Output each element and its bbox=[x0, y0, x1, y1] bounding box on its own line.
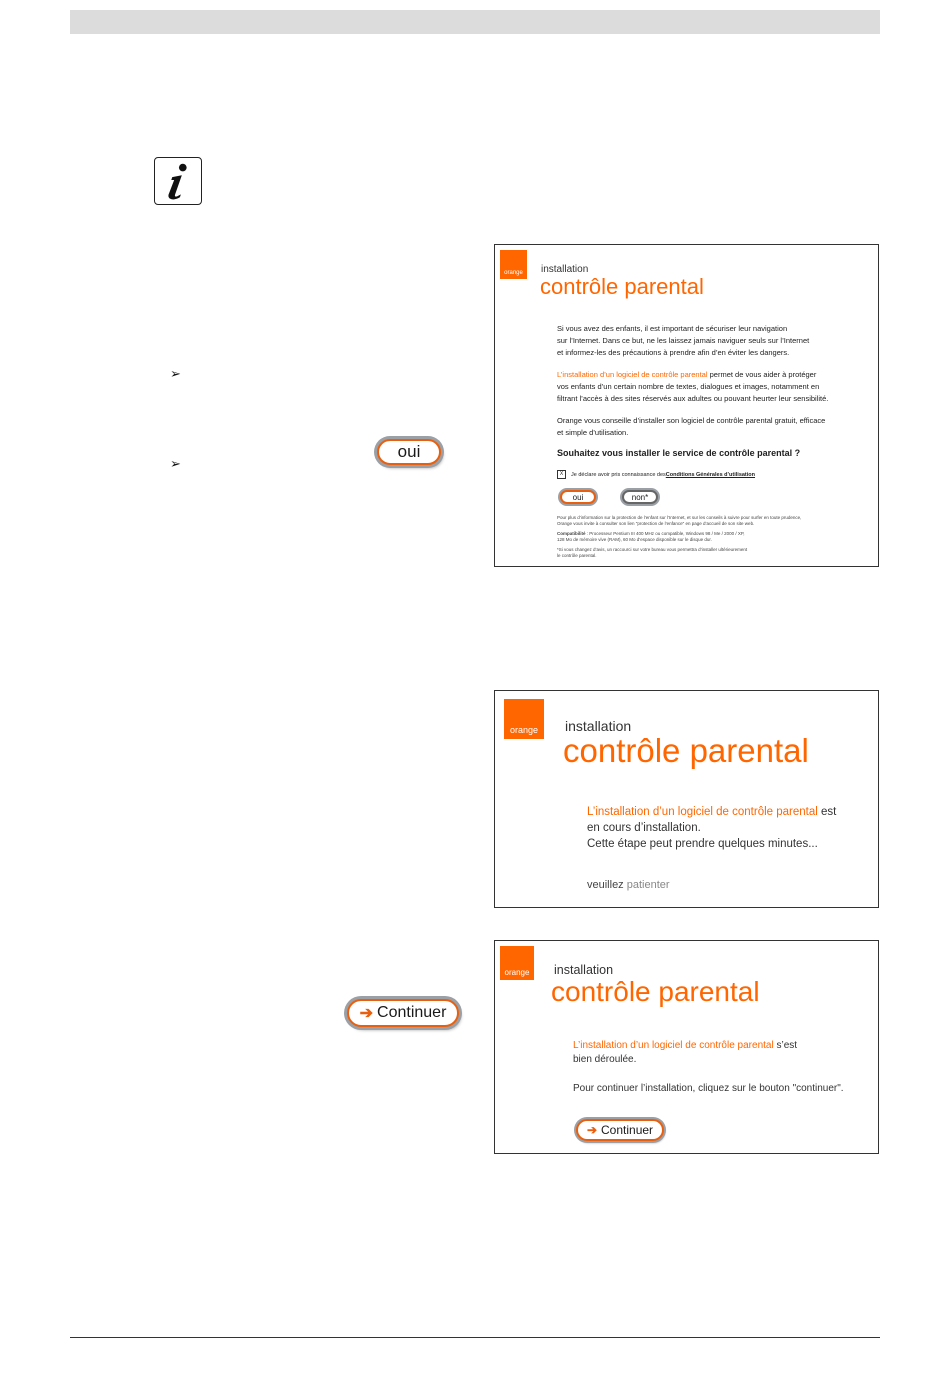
screenshot-install-complete bbox=[494, 940, 879, 1154]
screenshot-install-progress bbox=[494, 690, 879, 908]
terms-row: X Je déclare avoir pris connaissance des Conditions Générales d’utilisation bbox=[557, 470, 755, 479]
continue-button[interactable] bbox=[347, 999, 459, 1027]
intro-paragraph: Si vous avez des enfants, il est important de sécuriser leur navigation sur l’Internet. Dans ce but, ne les laissez jamais naviguer seuls sur l’Internet et informez-les des précautions à prendre afin d’en éviter les dangers. bbox=[557, 324, 810, 357]
header-bar bbox=[70, 10, 880, 34]
fine-print-shortcut: *Si vous changez d’avis, un raccourci sur votre bureau vous permettra d’installer ultérieurement le contrôle parental. bbox=[557, 547, 748, 558]
info-icon bbox=[154, 157, 202, 205]
screenshot-install-prompt bbox=[494, 244, 879, 567]
fine-print-info: Pour plus d’information sur la protection de l’enfant sur l’Internet, et sur les conseils à suivre pour surfer en toute prudence, Orange vous invite à consulter son lien "protection de l’enfance" en page d’accueil de son site web. bbox=[557, 515, 802, 526]
screen-title: contrôle parental bbox=[540, 274, 704, 299]
orange-logo: orange bbox=[500, 250, 527, 279]
screen-oui-button[interactable]: oui bbox=[560, 490, 596, 504]
success-message: L’installation d’un logiciel de contrôle parental s’est bien déroulée. bbox=[573, 1040, 798, 1065]
bullet-marker: ➢ bbox=[170, 456, 181, 471]
protection-paragraph: L’installation d’un logiciel de contrôle parental permet de vous aider à protéger vos enfants d’un certain nombre de textes, dialogues et images, notamment en filtrant l’accès à des sites réservés aux adultes ou pouvant heurter leur sensibilité. bbox=[557, 370, 829, 403]
oui-button[interactable] bbox=[377, 439, 441, 465]
footer-rule bbox=[70, 1337, 880, 1338]
arrow-right-icon: ➔ bbox=[586, 1123, 598, 1137]
bullet-marker: ➢ bbox=[170, 366, 181, 381]
orange-logo: orange bbox=[504, 699, 544, 739]
progress-message: L’installation d’un logiciel de contrôle parental est en cours d’installation. Cette étape peut prendre quelques minutes... bbox=[587, 806, 837, 850]
screen-title: contrôle parental bbox=[563, 732, 809, 769]
install-question: Souhaitez vous installer le service de contrôle parental ? bbox=[557, 448, 801, 458]
screen-non-button[interactable]: non* bbox=[622, 490, 658, 504]
screen-continue-button[interactable]: ➔ Continuer bbox=[576, 1119, 664, 1141]
arrow-right-icon: ➔ bbox=[359, 1005, 374, 1022]
screen-subtitle: installation bbox=[565, 718, 632, 734]
fine-print-compat: Compatibilité : Processeur Pentium III 400 MHz ou compatible, Windows 98 / Me / 2000 / XP, 128 Mo de mémoire vive (RAM), 60 Mo d’espace disponible sur le disque dur. bbox=[557, 531, 745, 542]
continue-button-label: Continuer bbox=[377, 1004, 447, 1021]
continue-instruction: Pour continuer l’installation, cliquez sur le bouton "continuer". bbox=[573, 1083, 844, 1094]
oui-button-label: oui bbox=[397, 442, 421, 461]
screen-subtitle: installation bbox=[541, 264, 589, 275]
terms-checkbox[interactable]: X bbox=[557, 470, 566, 479]
screen-title: contrôle parental bbox=[551, 976, 760, 1007]
advice-paragraph: Orange vous conseille d’installer son logiciel de contrôle parental gratuit, efficace et simple d’utilisation. bbox=[557, 416, 826, 437]
screen-subtitle: installation bbox=[554, 963, 614, 977]
cgu-link[interactable]: Conditions Générales d’utilisation bbox=[665, 471, 756, 478]
orange-logo: orange bbox=[500, 946, 534, 980]
wait-message: veuillez patienter bbox=[587, 879, 670, 891]
